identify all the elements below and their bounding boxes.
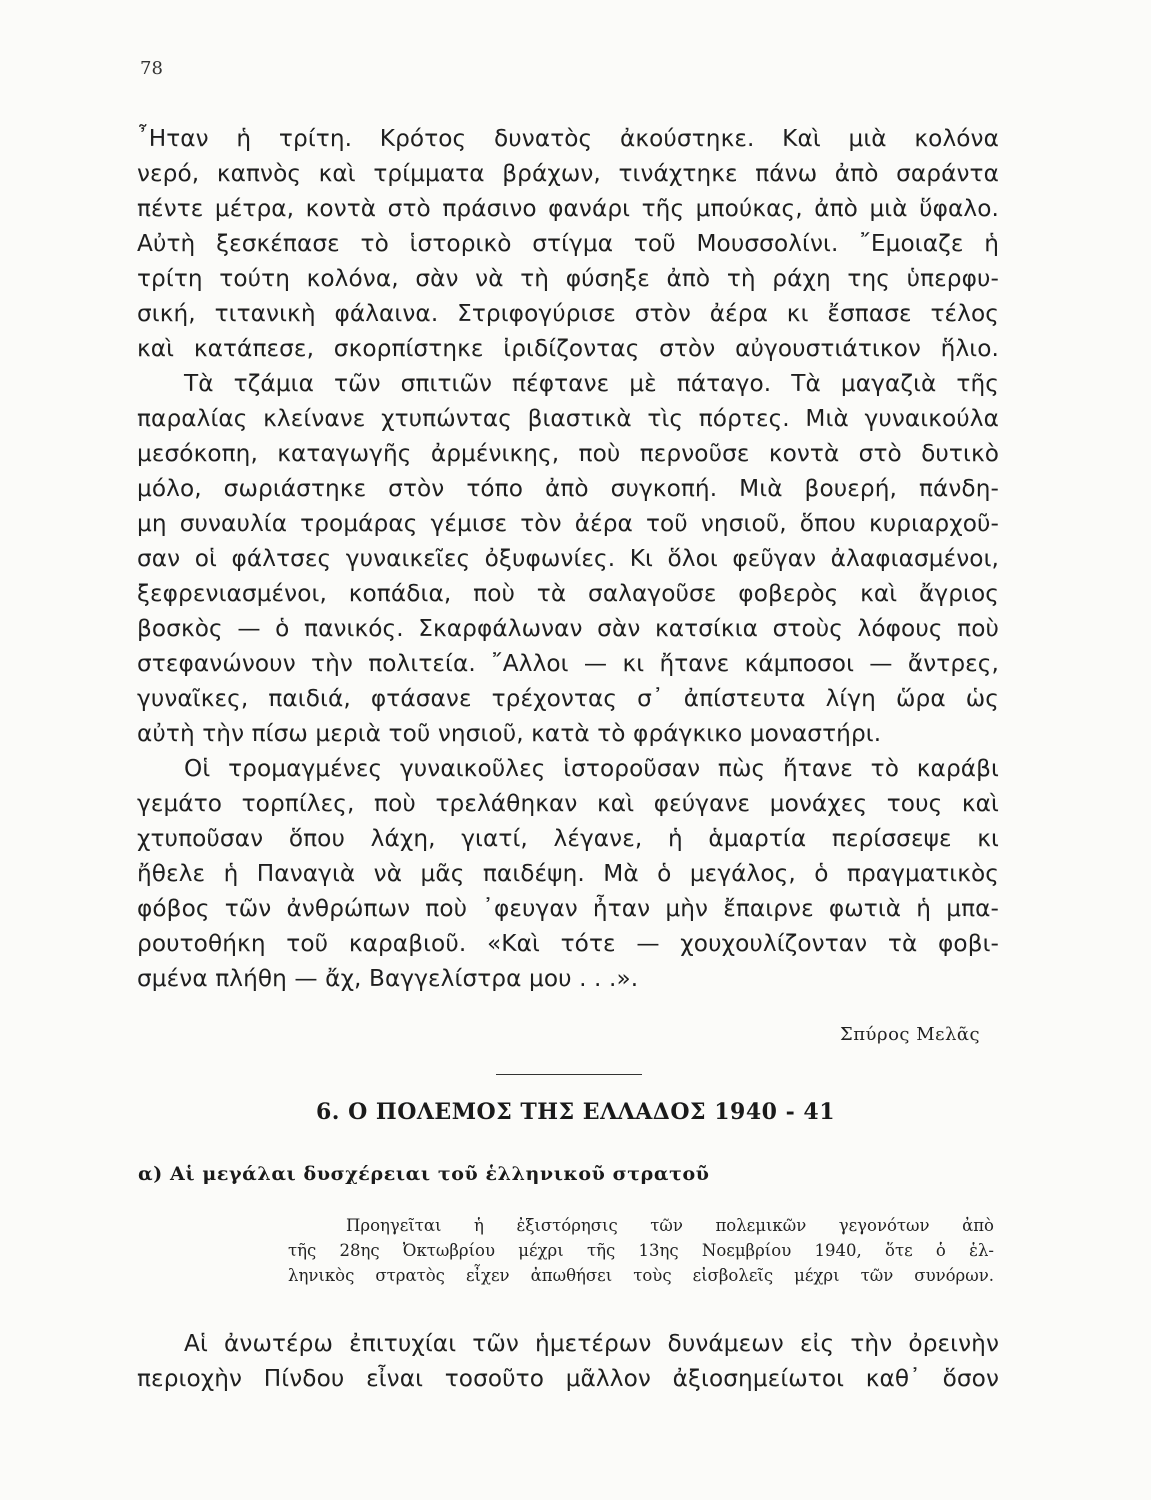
page-number: 78 <box>140 58 163 79</box>
summary-line: ληνικὸς στρατὸς εἶχεν ἀπωθήσει τοὺς εἰσβολεῖς μέχρι τῶν συνόρων. <box>288 1266 994 1285</box>
passage-line: χτυποῦσαν ὅπου λάχη, γιατί, λέγανε, ἡ ἁμαρτία περίσσεψε κι <box>137 825 999 852</box>
passage-line: σική, τιτανικὴ φάλαινα. Στριφογύρισε στὸν ἀέρα κι ἔσπασε τέλος <box>137 300 999 327</box>
passage-line: παραλίας κλείνανε χτυπώντας βιαστικὰ τὶς πόρτες. Μιὰ γυναικούλα <box>137 405 999 432</box>
passage-line: τρίτη τούτη κολόνα, σὰν νὰ τὴ φύσηξε ἀπὸ τὴ ράχη της ὑπερφυ- <box>137 265 999 292</box>
passage-line: βοσκὸς — ὁ πανικός. Σκαρφάλωναν σὰν κατσίκια στοὺς λόφους ποὺ <box>137 615 999 642</box>
summary-line: Προηγεῖται ἡ ἐξιστόρησις τῶν πολεμικῶν γεγονότων ἀπὸ <box>346 1216 994 1235</box>
section-summary <box>288 1213 994 1288</box>
passage-line: φόβος τῶν ἀνθρώπων ποὺ ᾽φευγαν ἦταν μὴν ἔπαιρνε φωτιὰ ἡ μπα- <box>137 895 999 922</box>
section-text-line: περιοχὴν Πίνδου εἶναι τοσοῦτο μᾶλλον ἀξιοσημείωτοι καθ᾽ ὅσον <box>137 1365 999 1392</box>
passage-line: Τὰ τζάμια τῶν σπιτιῶν πέφτανε μὲ πάταγο. Τὰ μαγαζιὰ τῆς <box>184 370 999 397</box>
section-heading: 6. Ο ΠΟΛΕΜΟΣ ΤΗΣ ΕΛΛΑΔΟΣ 1940 - 41 <box>315 1099 836 1125</box>
passage-line: μη συναυλία τρομάρας γέμισε τὸν ἀέρα τοῦ νησιοῦ, ὅπου κυριαρχοῦ- <box>137 510 999 537</box>
passage-line: γεμάτο τορπίλες, ποὺ τρελάθηκαν καὶ φεύγανε μονάχες τους καὶ <box>137 790 999 817</box>
passage-line: ξεφρενιασμένοι, κοπάδια, ποὺ τὰ σαλαγοῦσε φοβερὸς καὶ ἄγριος <box>137 580 999 607</box>
passage-author: Σπύρος Μελᾶς <box>840 1024 981 1045</box>
passage-line: αὐτὴ τὴν πίσω μεριὰ τοῦ νησιοῦ, κατὰ τὸ φράγκικο μοναστήρι. <box>137 720 882 747</box>
passage-line: γυναῖκες, παιδιά, φτάσανε τρέχοντας σ᾽ ἀπίστευτα λίγη ὥρα ὡς <box>137 685 999 712</box>
passage-line: πέντε μέτρα, κοντὰ στὸ πράσινο φανάρι τῆς μπούκας, ἀπὸ μιὰ ὕφαλο. <box>137 195 999 222</box>
passage-line: ῏Ηταν ἡ τρίτη. Κρότος δυνατὸς ἀκούστηκε. Καὶ μιὰ κολόνα <box>137 125 999 152</box>
section-text-line: Αἱ ἀνωτέρω ἐπιτυχίαι τῶν ἡμετέρων δυνάμεων εἰς τὴν ὀρεινὴν <box>184 1330 999 1357</box>
passage-line: στεφανώνουν τὴν πολιτεία. ῎Αλλοι — κι ἤτανε κάμποσοι — ἄντρες, <box>137 650 999 677</box>
passage-line: σμένα πλήθη — ἄχ, Βαγγελίστρα μου . . .». <box>137 965 639 992</box>
passage-line: μόλο, σωριάστηκε στὸν τόπο ἀπὸ συγκοπή. Μιὰ βουερή, πάνδη- <box>137 475 999 502</box>
section-text <box>137 1326 999 1396</box>
subsection-heading: α) Αἱ μεγάλαι δυσχέρειαι τοῦ ἑλληνικοῦ στρατοῦ <box>138 1163 710 1185</box>
passage-line: Αὐτὴ ξεσκέπασε τὸ ἱστορικὸ στίγμα τοῦ Μουσσολίνι. ῎Εμοιαζε ἡ <box>137 230 999 257</box>
passage-line: νερό, καπνὸς καὶ τρίμματα βράχων, τινάχτηκε πάνω ἀπὸ σαράντα <box>137 160 999 187</box>
passage-line: μεσόκοπη, καταγωγῆς ἀρμένικης, ποὺ περνοῦσε κοντὰ στὸ δυτικὸ <box>137 440 999 467</box>
passage-line: Οἱ τρομαγμένες γυναικοῦλες ἱστοροῦσαν πὼς ἤτανε τὸ καράβι <box>184 755 999 782</box>
passage-line: καὶ κατάπεσε, σκορπίστηκε ἰριδίζοντας στὸν αὐγουστιάτικον ἥλιο. <box>137 335 999 362</box>
section-divider <box>496 1074 642 1075</box>
passage-text <box>137 121 999 996</box>
passage-line: σαν οἱ φάλτσες γυναικεῖες ὀξυφωνίες. Κι ὅλοι φεῦγαν ἀλαφιασμένοι, <box>137 545 999 572</box>
passage-line: ἤθελε ἡ Παναγιὰ νὰ μᾶς παιδέψη. Μὰ ὁ μεγάλος, ὁ πραγματικὸς <box>137 860 999 887</box>
summary-line: τῆς 28ης Ὀκτωβρίου μέχρι τῆς 13ης Νοεμβρίου 1940, ὅτε ὁ ἑλ- <box>288 1241 994 1260</box>
passage-line: ρουτοθήκη τοῦ καραβιοῦ. «Καὶ τότε — χουχουλίζονταν τὰ φοβι- <box>137 930 999 957</box>
